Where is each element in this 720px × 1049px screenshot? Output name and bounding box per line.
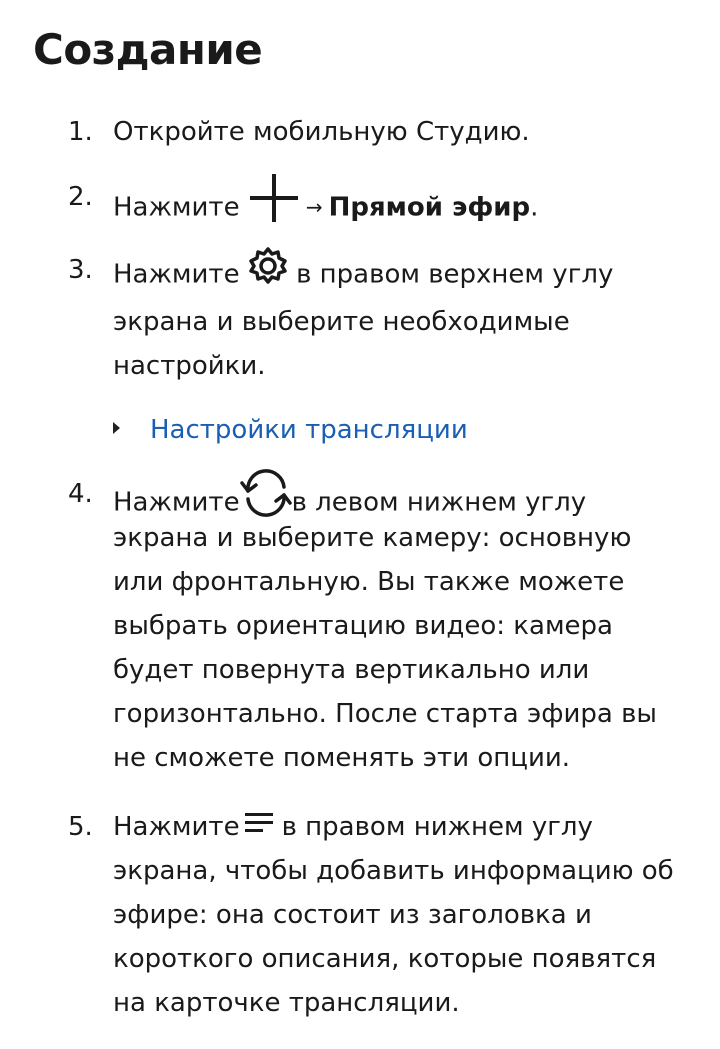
step-text: на карточке трансляции.: [113, 988, 460, 1018]
step-text: экрана и выберите необходимые: [113, 307, 570, 337]
page-title: Создание: [33, 25, 263, 74]
camera-switch-icon: [240, 469, 292, 531]
step-line: [113, 472, 703, 516]
step-number: 4.: [68, 479, 93, 509]
step-text: настройки.: [113, 351, 266, 381]
step-text: в левом нижнем углу: [291, 487, 587, 518]
gear-icon: [248, 245, 288, 299]
step-text: .: [530, 192, 539, 223]
step-text: горизонтально. После старта эфира вы: [113, 699, 657, 729]
plus-icon: [248, 172, 300, 238]
step-text: не сможете поменять эти опции.: [113, 743, 571, 773]
settings-expander[interactable]: [113, 408, 468, 452]
step-text: будет повернута вертикально или: [113, 655, 590, 685]
arrow-text: →: [305, 194, 323, 219]
step-text: экрана и выберите камеру: основную: [113, 523, 632, 553]
step-text: короткого описания, которые появятся: [113, 944, 657, 974]
step-text: Нажмите: [113, 487, 240, 518]
step-text: экрана, чтобы добавить информацию об: [113, 856, 674, 886]
menu-lines-icon: [244, 803, 274, 847]
step-line: [113, 248, 703, 292]
step-text: Откройте мобильную Студию.: [113, 117, 530, 147]
step-number: 2.: [68, 182, 93, 212]
step-number: 5.: [68, 812, 93, 842]
step-line: [113, 175, 703, 223]
step-text: в правом нижнем углу: [281, 812, 593, 842]
step-text: Нажмите: [113, 259, 240, 290]
live-stream-label: Прямой эфир: [328, 192, 531, 223]
settings-link[interactable]: Настройки трансляции: [150, 415, 468, 445]
step-text: в правом верхнем углу: [296, 259, 614, 290]
step-text: Нажмите: [113, 192, 240, 223]
step-line: [113, 805, 703, 849]
step-text: или фронтальную. Вы также можете: [113, 567, 625, 597]
step-number: 3.: [68, 255, 93, 285]
step-text: выбрать ориентацию видео: камера: [113, 611, 613, 641]
triangle-right-icon: [113, 422, 120, 434]
step-text: Нажмите: [113, 812, 240, 842]
step-number: 1.: [68, 117, 93, 147]
step-text: эфире: она состоит из заголовка и: [113, 900, 592, 930]
